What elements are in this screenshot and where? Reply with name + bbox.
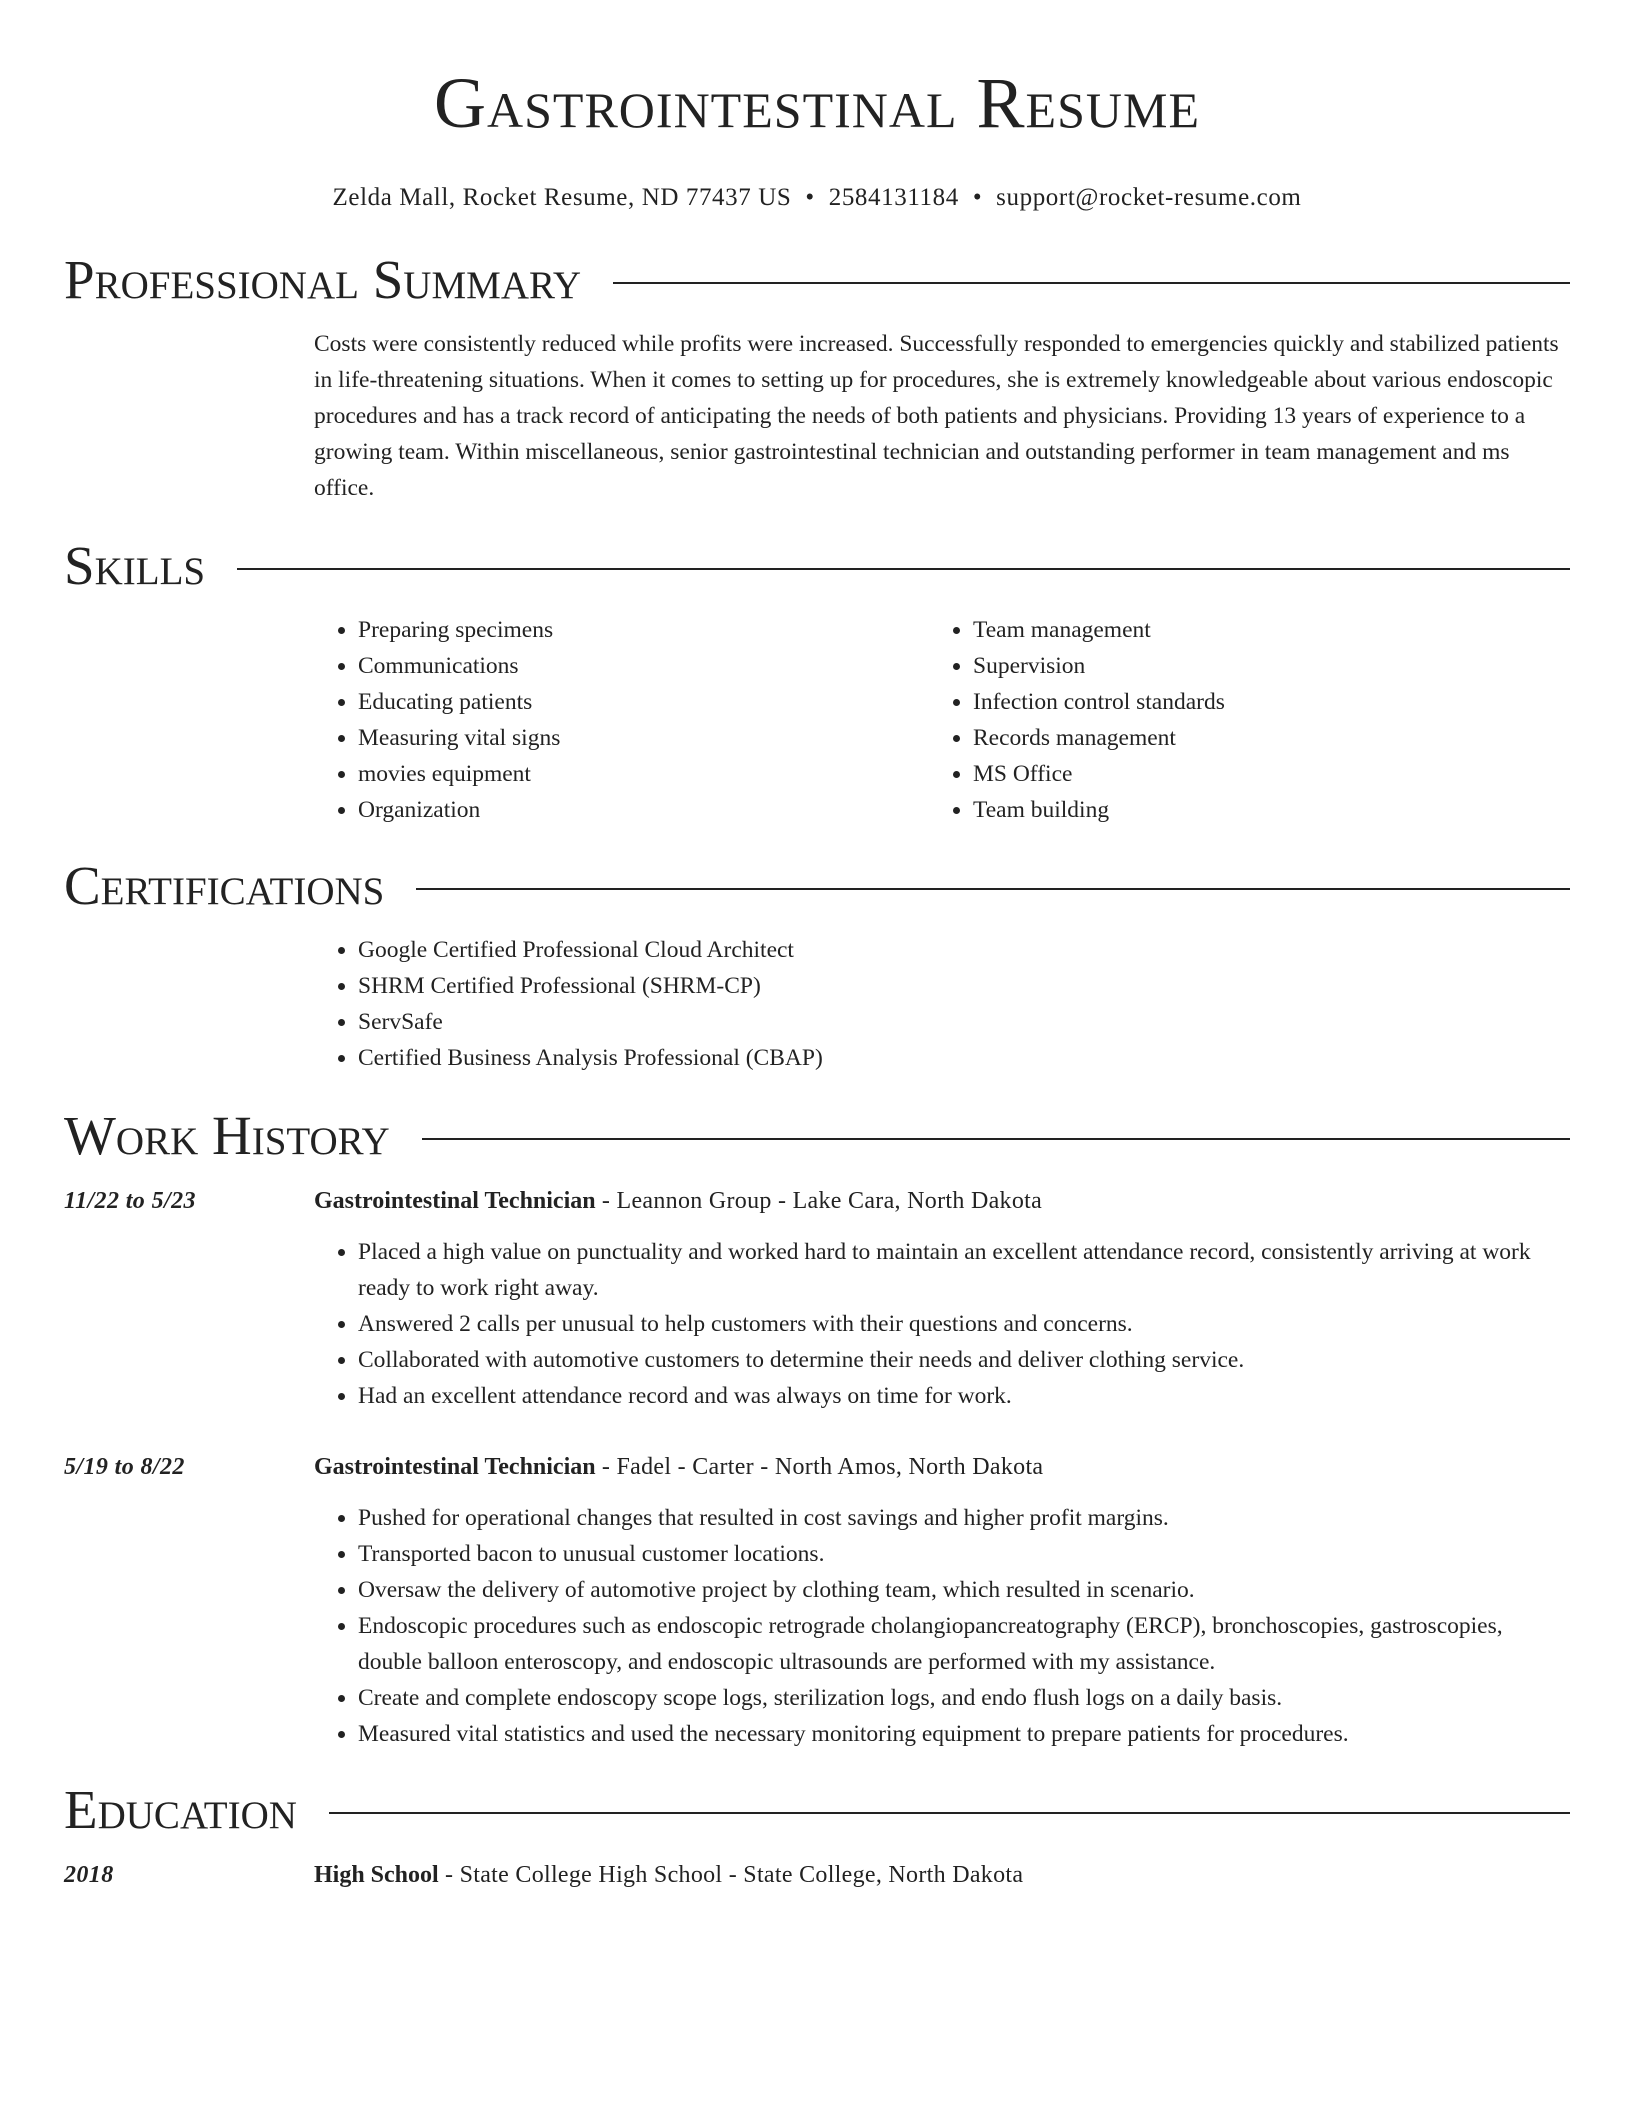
skills-heading: Skills	[64, 535, 206, 596]
skill-item: • Team management	[973, 612, 1544, 648]
job-entry	[64, 1184, 1570, 1414]
job-bullet: • Pushed for operational changes that resulted in cost savings and higher profit margins.	[358, 1500, 1570, 1536]
education-degree: High School	[314, 1862, 439, 1888]
education-heading: Education	[64, 1779, 297, 1840]
job-bullet: • Oversaw the delivery of automotive project by clothing team, which resulted in scenario.	[358, 1572, 1570, 1608]
job-bullet: • Endoscopic procedures such as endoscopic retrograde cholangiopancreatography (ERCP), bronchoscopies, gastroscopies, double balloon enteroscopy, and endoscopic ultrasounds are performed with my assistance.	[358, 1608, 1570, 1680]
work-heading: Work History	[64, 1105, 390, 1166]
job-employer: - Fadel - Carter - North Amos, North Dakota	[595, 1454, 1044, 1480]
skill-item: • Organization	[358, 792, 929, 828]
skills-list	[314, 612, 1570, 828]
section-divider	[613, 282, 1570, 284]
section-divider	[237, 568, 1570, 570]
job-dates: 5/19 to 8/22	[64, 1454, 185, 1480]
summary-heading: Professional Summary	[64, 249, 582, 310]
skill-item: • Preparing specimens	[358, 612, 929, 648]
certification-item: • SHRM Certified Professional (SHRM-CP)	[358, 968, 1570, 1004]
contact-line	[64, 182, 1570, 214]
education-year: 2018	[64, 1862, 114, 1888]
contact-separator: •	[805, 184, 815, 211]
education-school: - State College High School - State College, North Dakota	[438, 1862, 1024, 1888]
certifications-heading: Certifications	[64, 855, 385, 916]
skills-section-header	[64, 534, 1570, 598]
contact-phone: 2584131184	[828, 184, 959, 211]
job-title: Gastrointestinal Technician	[314, 1454, 596, 1480]
education-section-header	[64, 1778, 1570, 1842]
skill-item: • Infection control standards	[973, 684, 1544, 720]
certifications-list	[314, 932, 1570, 1076]
contact-email: support@rocket-resume.com	[996, 184, 1302, 211]
skill-item: • Measuring vital signs	[358, 720, 929, 756]
job-header	[64, 1450, 1570, 1484]
certifications-section-header	[64, 854, 1570, 918]
job-dates: 11/22 to 5/23	[64, 1188, 196, 1214]
summary-text: Costs were consistently reduced while profits were increased. Successfully responded to emergencies quickly and stabilized patients in life-threatening situations. When it comes to setting up for procedures, she is extremely knowledgeable about various endoscopic procedures and has a track record of anticipating the needs of both patients and physicians. Providing 13 years of experience to a growing team. Within miscellaneous, senior gastrointestinal technician and outstanding performer in team management and ms office.	[314, 331, 1559, 501]
skill-item: • Records management	[973, 720, 1544, 756]
job-bullet: • Had an excellent attendance record and was always on time for work.	[358, 1378, 1570, 1414]
contact-address: Zelda Mall, Rocket Resume, ND 77437 US	[332, 184, 792, 211]
work-section-header	[64, 1104, 1570, 1168]
job-title: Gastrointestinal Technician	[314, 1188, 596, 1214]
job-bullet: • Placed a high value on punctuality and worked hard to maintain an excellent attendance record, consistently arriving at work ready to work right away.	[358, 1234, 1570, 1306]
resume-title: Gastrointestinal Resume	[434, 63, 1200, 143]
skills-column-left	[314, 612, 929, 828]
job-header	[64, 1184, 1570, 1218]
skill-item: • Educating patients	[358, 684, 929, 720]
education-entry	[64, 1858, 1570, 1892]
section-divider	[422, 1138, 1570, 1140]
certification-item: • Google Certified Professional Cloud Architect	[358, 932, 1570, 968]
skills-column-right	[929, 612, 1544, 828]
job-bullet: • Create and complete endoscopy scope logs, sterilization logs, and endo flush logs on a daily basis.	[358, 1680, 1570, 1716]
skill-item: • MS Office	[973, 756, 1544, 792]
job-bullet: • Transported bacon to unusual customer locations.	[358, 1536, 1570, 1572]
job-employer: - Leannon Group - Lake Cara, North Dakota	[595, 1188, 1043, 1214]
skill-item: • Supervision	[973, 648, 1544, 684]
job-bullet: • Measured vital statistics and used the necessary monitoring equipment to prepare patients for procedures.	[358, 1716, 1570, 1752]
job-bullets	[314, 1234, 1570, 1414]
skill-item: • Communications	[358, 648, 929, 684]
certification-item: • Certified Business Analysis Professional (CBAP)	[358, 1040, 1570, 1076]
contact-separator: •	[972, 184, 983, 211]
job-bullets	[314, 1500, 1570, 1752]
section-divider	[329, 1812, 1570, 1814]
skill-item: • Team building	[973, 792, 1544, 828]
summary-section-header	[64, 248, 1570, 312]
job-bullet: • Collaborated with automotive customers to determine their needs and deliver clothing service.	[358, 1342, 1570, 1378]
job-bullet: • Answered 2 calls per unusual to help customers with their questions and concerns.	[358, 1306, 1570, 1342]
certification-item: • ServSafe	[358, 1004, 1570, 1040]
section-divider	[416, 888, 1570, 890]
skill-item: • movies equipment	[358, 756, 929, 792]
job-entry	[64, 1450, 1570, 1752]
